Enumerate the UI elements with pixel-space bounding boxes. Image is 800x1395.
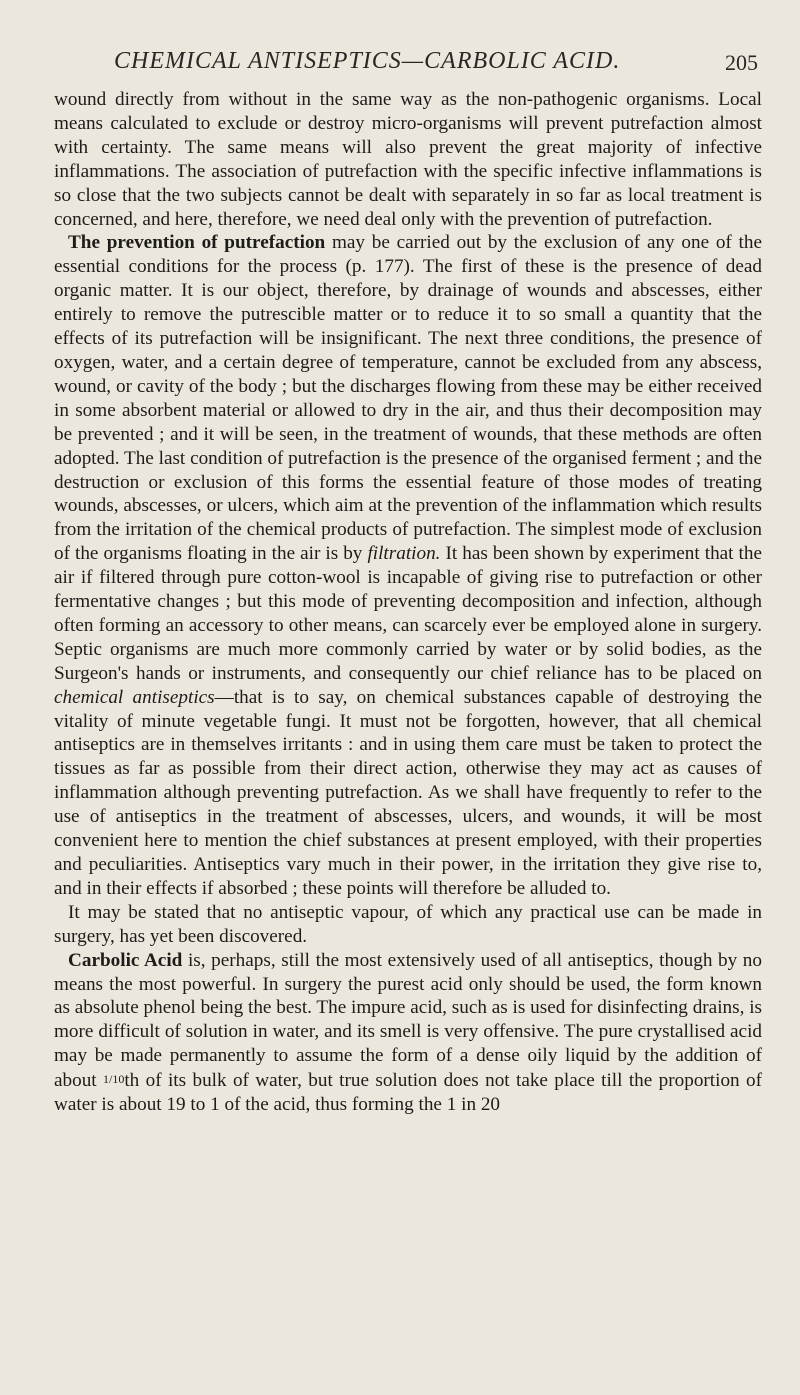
paragraph-text: —that is to say, on chemical substances capable of destroying the vitality of minute vegetable fungi. It must not be forgotten, however, that all chemical antiseptics are in themselves irritants : and in using them care must be taken to protect the tissues as far as possible from their direct action, otherwise they may act as causes of inflammation although preventing putrefaction. As we shall have frequently to refer to the use of antiseptics in the treatment of abscesses, ulcers, and wounds, it will be most convenient here to mention the chief substances at present employed, with their properties and peculiarities. Antiseptics vary much in their power, in the irritation they give rise to, and in their effects if absorbed ; these points will therefore be alluded to. <box>54 686 762 899</box>
fraction: 1/10 <box>103 1072 125 1087</box>
emphasis-filtration: filtration. <box>367 543 441 565</box>
paragraph-text: is, perhaps, still the most extensively used of all antiseptics, though by no means the most powerful. In surgery the purest acid only should be used, the form known as absolute phenol being the best. The impure acid, such as is used for disinfecting drains, is more difficult of solution in water, and its smell is very offensive. The pure crystallised acid may be made permanently to assume the form of a dense oily liquid by the addition of about <box>54 949 762 1092</box>
running-title: CHEMICAL ANTISEPTICS—CARBOLIC ACID. <box>114 48 621 74</box>
paragraph-text: th of its bulk of water, but true solution does not take place till the proportion of water is about 19 to 1 of the acid, thus forming the 1 in 20 <box>54 1070 762 1116</box>
body-text <box>54 88 762 1117</box>
paragraph-continuation <box>54 88 762 231</box>
paragraph-text: It may be stated that no antiseptic vapour, of which any practical use can be made in surgery, has yet been discovered. <box>54 901 762 947</box>
page-number: 205 <box>725 50 758 75</box>
paragraph-prevention <box>54 231 762 900</box>
emphasis-chemical-antiseptics: chemical antiseptics <box>54 686 215 708</box>
paragraph-text: wound directly from without in the same way as the non-pathogenic organisms. Local means calculated to exclude or destroy micro-organisms will prevent putrefaction almost with certainty. The same means will also prevent the great majority of infective inflammations. The association of putrefaction with the specific infective inflammations is so close that the two subjects cannot be dealt with separately in so far as local treatment is concerned, and here, therefore, we need deal only with the prevention of putrefaction. <box>54 89 762 230</box>
paragraph-text: may be carried out by the exclusion of any one of the essential conditions for the process (p. 177). The first of these is the presence of dead organic matter. It is our object, therefore, by drainage of wounds and abscesses, either entirely to remove the putrescible matter or to reduce it to so small a quantity that the effects of its putrefaction will be insignificant. The next three conditions, the presence of oxygen, water, and a certain degree of temperature, cannot be excluded from any abscess, wound, or cavity of the body ; but the discharges flowing from these may be either received in some absorbent material or allowed to dry in the air, and thus their decomposition may be prevented ; and it will be seen, in the treatment of wounds, that these methods are often adopted. The last condition of putrefaction is the presence of the organised ferment ; and the destruction or exclusion of this forms the essential feature of those modes of treating wounds, abscesses, or ulcers, which aim at the prevention of the inflammation which results from the irritation of the chemical products of putrefaction. The simplest mode of exclusion of the organisms floating in the air is by <box>54 232 762 565</box>
paragraph-text: It has been shown by experiment that the air if filtered through pure cotton-wool is incapable of giving rise to putrefaction or other fermentative changes ; but this mode of preventing decomposition and infection, although often forming an accessory to other means, can scarcely ever be employed alone in surgery. Septic organisms are much more commonly carried by water or by solid bodies, as the Surgeon's hands or instruments, and consequently our chief reliance has to be placed on <box>54 543 762 684</box>
paragraph-vapour <box>54 901 762 949</box>
page-header <box>54 48 762 88</box>
sidehead-prevention: The prevention of putrefaction <box>68 232 326 254</box>
paragraph-carbolic-acid <box>54 949 762 1117</box>
sidehead-carbolic-acid: Carbolic Acid <box>68 949 183 971</box>
